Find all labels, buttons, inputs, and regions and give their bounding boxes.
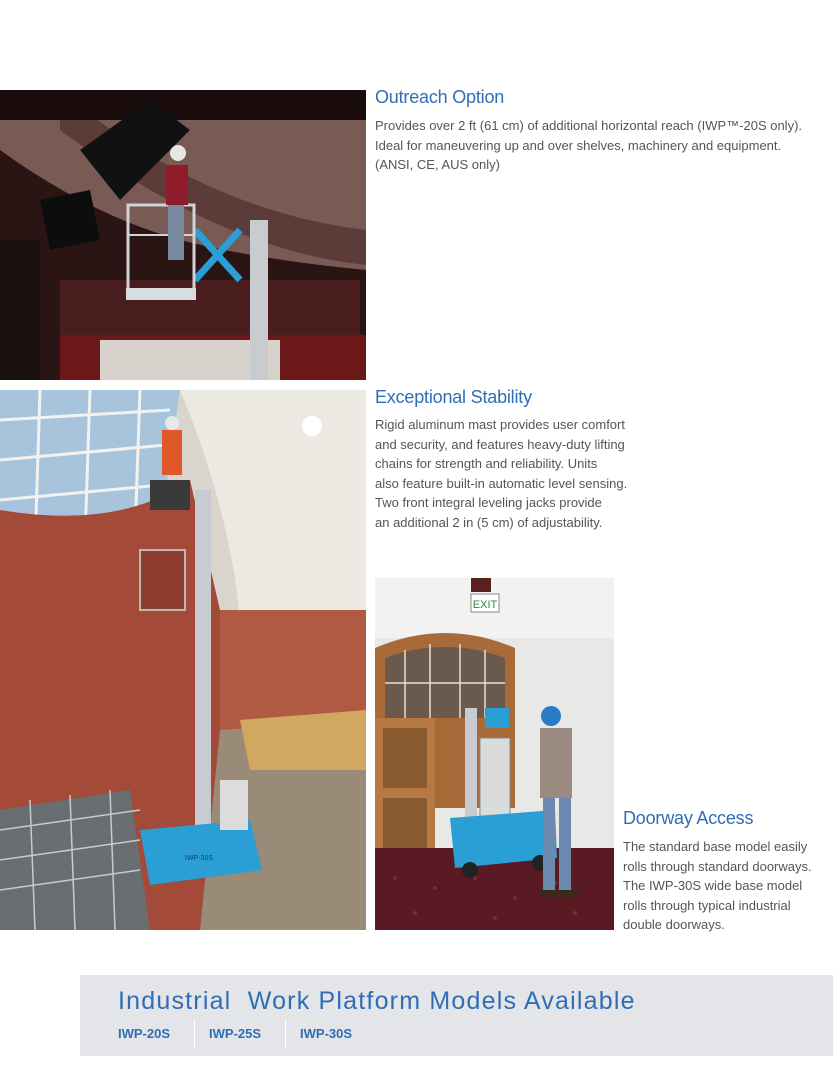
stability-heading: Exceptional Stability (375, 387, 532, 407)
doorway-line: double doorways. (623, 917, 725, 933)
doorway-line: The standard base model easily (623, 839, 808, 854)
doorway-heading: Doorway Access (623, 808, 754, 828)
outreach-line: Provides over 2 ft (61 cm) of additional horizontal reach (IWP™-20S only). (375, 118, 803, 133)
outreach-photo (0, 90, 366, 380)
outreach-line: Ideal for maneuvering up and over shelves, machinery and equipment. (375, 137, 782, 153)
model-list (118, 1019, 390, 1049)
lift-decal: IWP-30S (185, 855, 214, 862)
doorway-line: rolls through typical industrial (623, 897, 791, 913)
outreach-heading: Outreach Option (375, 87, 505, 107)
models-banner (80, 975, 833, 1056)
banner-title: Industrial Work Platform Models Available (118, 987, 636, 1015)
stability-line: and security, and features heavy-duty lifting (375, 436, 625, 452)
doorway-line: rolls through standard doorways. (623, 858, 812, 874)
stability-line: Two front integral leveling jacks provide (375, 495, 602, 511)
model-item: IWP-30S (300, 1026, 353, 1041)
outreach-description (375, 116, 802, 175)
model-item: IWP-20S (118, 1019, 195, 1049)
doorway-line: The IWP-30S wide base model (623, 878, 803, 894)
model-item: IWP-25S (209, 1019, 286, 1049)
stability-description (375, 415, 627, 533)
outreach-line: (ANSI, CE, AUS only) (375, 157, 500, 173)
stability-line: an additional 2 in (5 cm) of adjustability. (375, 514, 603, 530)
stability-line: Rigid aluminum mast provides user comfort (375, 417, 625, 432)
stability-line: chains for strength and reliability. Units (375, 456, 598, 472)
stability-photo (0, 390, 366, 930)
doorway-description (623, 837, 812, 935)
exit-sign: EXIT (472, 599, 498, 611)
doorway-photo (375, 578, 614, 930)
stability-line: also feature built-in automatic level sensing. (375, 475, 628, 491)
